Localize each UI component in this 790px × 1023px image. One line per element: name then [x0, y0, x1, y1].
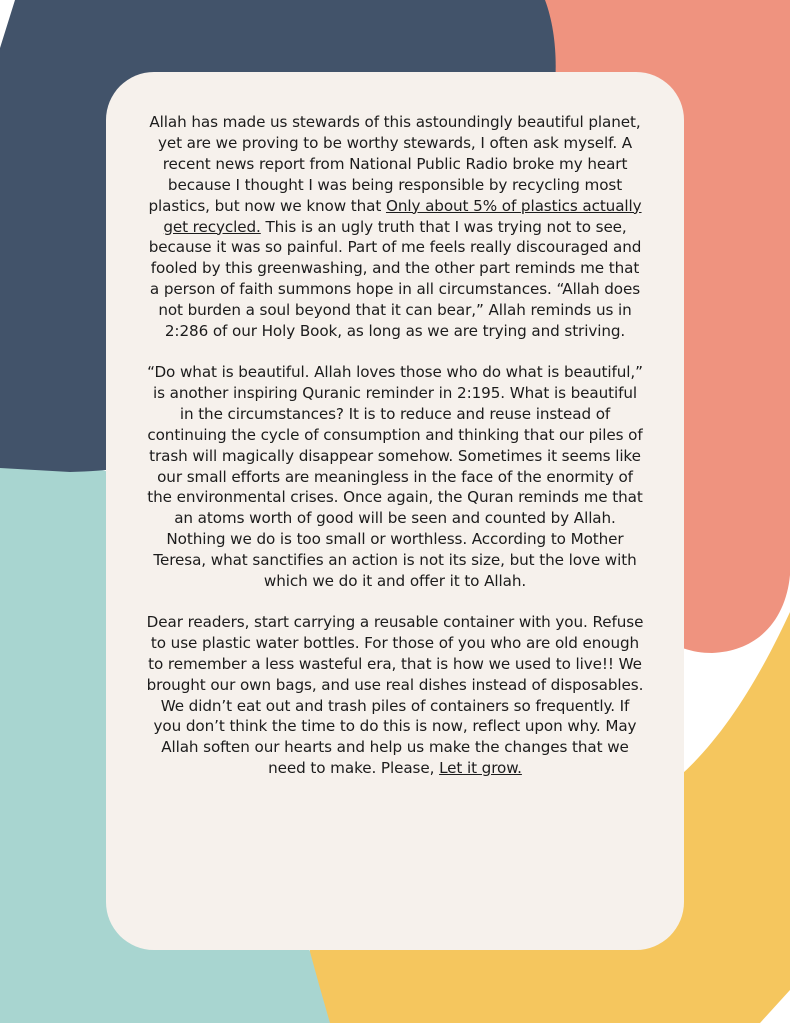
paragraph-2: “Do what is beautiful. Allah loves those who do what is beautiful,” is another inspiring Quranic reminder in 2:195. What is beautiful in the circumstances? It is to reduce and reuse instead of continuing the cycle of consumption and thinking that our piles of trash will magically disappear somehow. Sometimes it seems like our small efforts are meaningless in the face of the enormity of the environmental crises. Once again, the Quran reminds me that an atoms worth of good will be seen and counted by Allah. Nothing we do is too small or worthless. According to Mother Teresa, what sanctifies an action is not its size, but the love with which we do it and offer it to Allah.: [147, 362, 643, 591]
article-card: [106, 72, 684, 950]
paragraph-3-text-before: Dear readers, start carrying a reusable container with you. Refuse to use plastic water bottles. For those of you who are old enough to remember a less wasteful era, that is how we used to live!! We brought our own bags, and use real dishes instead of disposables. We didn’t eat out and trash piles of containers so frequently. If you don’t think the time to do this is now, reflect upon why. May Allah soften our hearts and help us make the changes that we need to make. Please,: [146, 612, 644, 778]
recycling-statistic-link[interactable]: Only about 5% of plastics actually get recycled.: [163, 196, 642, 236]
paragraph-1-text-after: This is an ugly truth that I was trying not to see, because it was so painful. Part of me feels really discouraged and fooled by this greenwashing, and the other part reminds me that a person of faith summons hope in all circumstances. “Allah does not burden a soul beyond that it can bear,” Allah reminds us in 2:286 of our Holy Book, as long as we are trying and striving.: [148, 217, 642, 341]
paragraph-1: [146, 112, 644, 342]
paragraph-1-text-before: Allah has made us stewards of this astoundingly beautiful planet, yet are we proving to be worthy stewards, I often ask myself. A recent news report from National Public Radio broke my heart because I thought I was being responsible by recycling most plastics, but now we know that: [148, 113, 641, 215]
paragraph-3: [146, 612, 644, 779]
let-it-grow-link[interactable]: Let it grow.: [439, 759, 522, 778]
